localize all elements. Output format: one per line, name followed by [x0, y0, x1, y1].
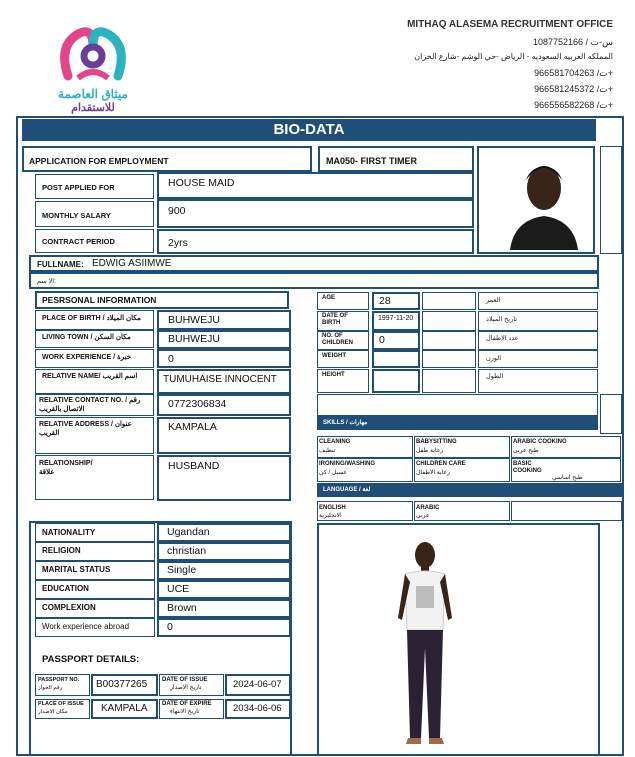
logo-text-arabic-sub: للاستقدام	[71, 102, 115, 114]
dob-value: 1997-11-20	[378, 315, 414, 322]
height-label: HEIGHT	[322, 372, 345, 378]
living-value: BUHWEJU	[168, 333, 220, 345]
children-blank-box	[422, 331, 476, 350]
skill-arabic-cooking: ARABIC COOKING طبخ عربي	[511, 436, 621, 458]
fullname-label: FULLNAME:	[37, 260, 84, 269]
relative-address-label: RELATIVE ADDRESS / عنوان القريب	[39, 421, 132, 437]
language-blank	[511, 501, 622, 521]
age-ar-label: العمر	[486, 297, 501, 304]
abroad-label: Work experience abroad	[42, 622, 130, 631]
weight-blank-box	[422, 350, 476, 368]
dob-blank-box	[422, 311, 476, 331]
nationality-value: Ugandan	[167, 526, 210, 538]
logo-text-arabic: ميثاق العاصمة	[58, 87, 128, 101]
religion-label: RELIGION	[42, 546, 81, 555]
application-label: APPLICATION FOR EMPLOYMENT	[29, 156, 169, 166]
skill-cleaning: CLEANING تنظيف	[317, 436, 413, 458]
right-blank-1	[600, 146, 622, 254]
page-title: BIO-DATA	[22, 119, 596, 141]
cr-number: س-ت / 1087752166	[532, 37, 613, 47]
birth-place-value: BUHWEJU	[168, 314, 220, 326]
skills-grid	[317, 434, 623, 482]
skill-ironing-washing: IRONING/WASHING غسيل / كي	[317, 458, 413, 482]
education-label: EDUCATION	[42, 584, 89, 593]
passport-number-label: PASSPORT NO.	[38, 677, 80, 683]
salary-label: MONTHLY SALARY	[42, 211, 111, 220]
salary-value: 900	[168, 205, 186, 217]
skill-basic-cooking: BASIC COOKING طبخ اساسي	[511, 458, 621, 482]
dob-label: DATE OF BIRTH	[322, 313, 348, 326]
height-ar-label: الطول	[486, 373, 504, 380]
birth-place-label: PLACE OF BIRTH / مكان الميلاد	[42, 315, 141, 322]
abroad-value: 0	[167, 621, 173, 633]
children-value: 0	[379, 334, 385, 346]
passport-number-ar: رقم الجواز	[38, 685, 63, 691]
marital-value: Single	[167, 564, 197, 576]
height-value-box	[372, 369, 420, 393]
weight-value-box	[372, 350, 420, 368]
experience-label: WORK EXPERIENCE / خبرة	[42, 354, 132, 361]
post-applied-value: HOUSE MAID	[168, 177, 235, 189]
children-label: NO. OF CHILDREN	[322, 333, 353, 346]
name-arabic-label: الا سم:	[37, 278, 56, 285]
relative-contact-value: 0772306834	[168, 398, 227, 410]
issue-place-value: KAMPALA	[101, 703, 148, 714]
post-applied-label: POST APPLIED FOR	[42, 183, 115, 192]
relationship-label: RELATIONSHIP/ علاقة	[39, 460, 93, 476]
contract-value-box	[157, 229, 474, 254]
children-ar-label: عدد الاطفال	[486, 335, 519, 342]
skill-babysitting: BABYSITTING رعاية طفل	[414, 436, 510, 458]
expiry-label: DATE OF EXPIRE	[162, 701, 212, 707]
issue-date-ar: تاريخ الاصدار	[170, 685, 202, 691]
complexion-value: Brown	[167, 602, 197, 614]
skill-children-care: CHILDREN CARE رعاية الاطفال	[414, 458, 510, 482]
abroad-value-box	[157, 618, 291, 637]
contract-label: CONTRACT PERIOD	[42, 237, 115, 246]
living-label: LIVING TOWN / مكان السكن	[42, 334, 131, 341]
expiry-value: 2034-06-06	[233, 703, 282, 714]
relationship-value: HUSBAND	[168, 460, 220, 472]
marital-label: MARITAL STATUS	[42, 565, 111, 574]
company-logo	[48, 16, 138, 114]
relative-address-value: KAMPALA	[168, 421, 217, 433]
phone-3: ت/ 966556582268+	[534, 100, 613, 110]
nationality-label: NATIONALITY	[42, 528, 96, 537]
age-blank-box	[422, 292, 476, 310]
passport-number-value: B00377265	[96, 679, 148, 690]
fullname-value: EDWIG ASIIMWE	[92, 258, 172, 269]
skills-section-header: SKILLS / مهارات	[317, 416, 598, 430]
right-blank-2	[600, 394, 622, 434]
salary-value-box	[157, 199, 474, 228]
full-body-photo	[380, 538, 470, 750]
height-blank-box	[422, 369, 476, 393]
office-address: المملكه العربيه السعوديه - الرياض -حي الوشم -شارع الخزان	[414, 52, 613, 61]
contract-value: 2yrs	[168, 237, 188, 249]
age-label: AGE	[322, 295, 336, 301]
religion-value: christian	[167, 545, 207, 557]
name-arabic-box	[29, 272, 599, 289]
language-section-header: LANGUAGE / لغة	[317, 483, 623, 497]
experience-value-box	[157, 349, 291, 368]
spacer-box	[317, 394, 598, 416]
issue-place-label: PLACE OF ISSUE	[38, 701, 84, 707]
complexion-label: COMPLEXION	[42, 603, 96, 612]
age-value: 28	[379, 295, 391, 307]
phone-2: ت/ 966581245372+	[534, 84, 613, 94]
dob-ar-label: تاريخ الميلاد	[486, 316, 518, 323]
portrait-photo	[502, 150, 586, 250]
language-arabic: ARABIC عربي	[414, 501, 510, 521]
passport-section-label: PASSPORT DETAILS:	[42, 654, 140, 665]
weight-ar-label: الوزن	[486, 355, 502, 362]
phone-1: ت/ 966581704263+	[534, 68, 613, 78]
weight-label: WEIGHT	[322, 353, 346, 359]
education-value: UCE	[167, 583, 190, 595]
language-english: ENGLISH الانجليزية	[317, 501, 413, 521]
expiry-ar: تاريخ الانتهاء	[170, 709, 200, 715]
relative-name-value: TUMUHAISE INNOCENT	[163, 374, 277, 385]
logo-icon	[48, 16, 138, 86]
relative-name-label: RELATIVE NAME/ اسم القريب	[42, 373, 138, 380]
office-name: MITHAQ ALASEMA RECRUITMENT OFFICE	[407, 19, 613, 30]
ref-code: MA050- FIRST TIMER	[326, 156, 418, 166]
personal-section-label: PESRSONAL INFORMATION	[42, 295, 157, 305]
issue-date-value: 2024-06-07	[233, 679, 282, 690]
issue-date-label: DATE OF ISSUE	[162, 677, 208, 683]
issue-place-ar: مكان الاصدار	[38, 709, 68, 715]
relative-contact-label: RELATIVE CONTACT NO. / رقم الاتصال بالقريب	[39, 397, 141, 413]
experience-value: 0	[168, 353, 174, 365]
